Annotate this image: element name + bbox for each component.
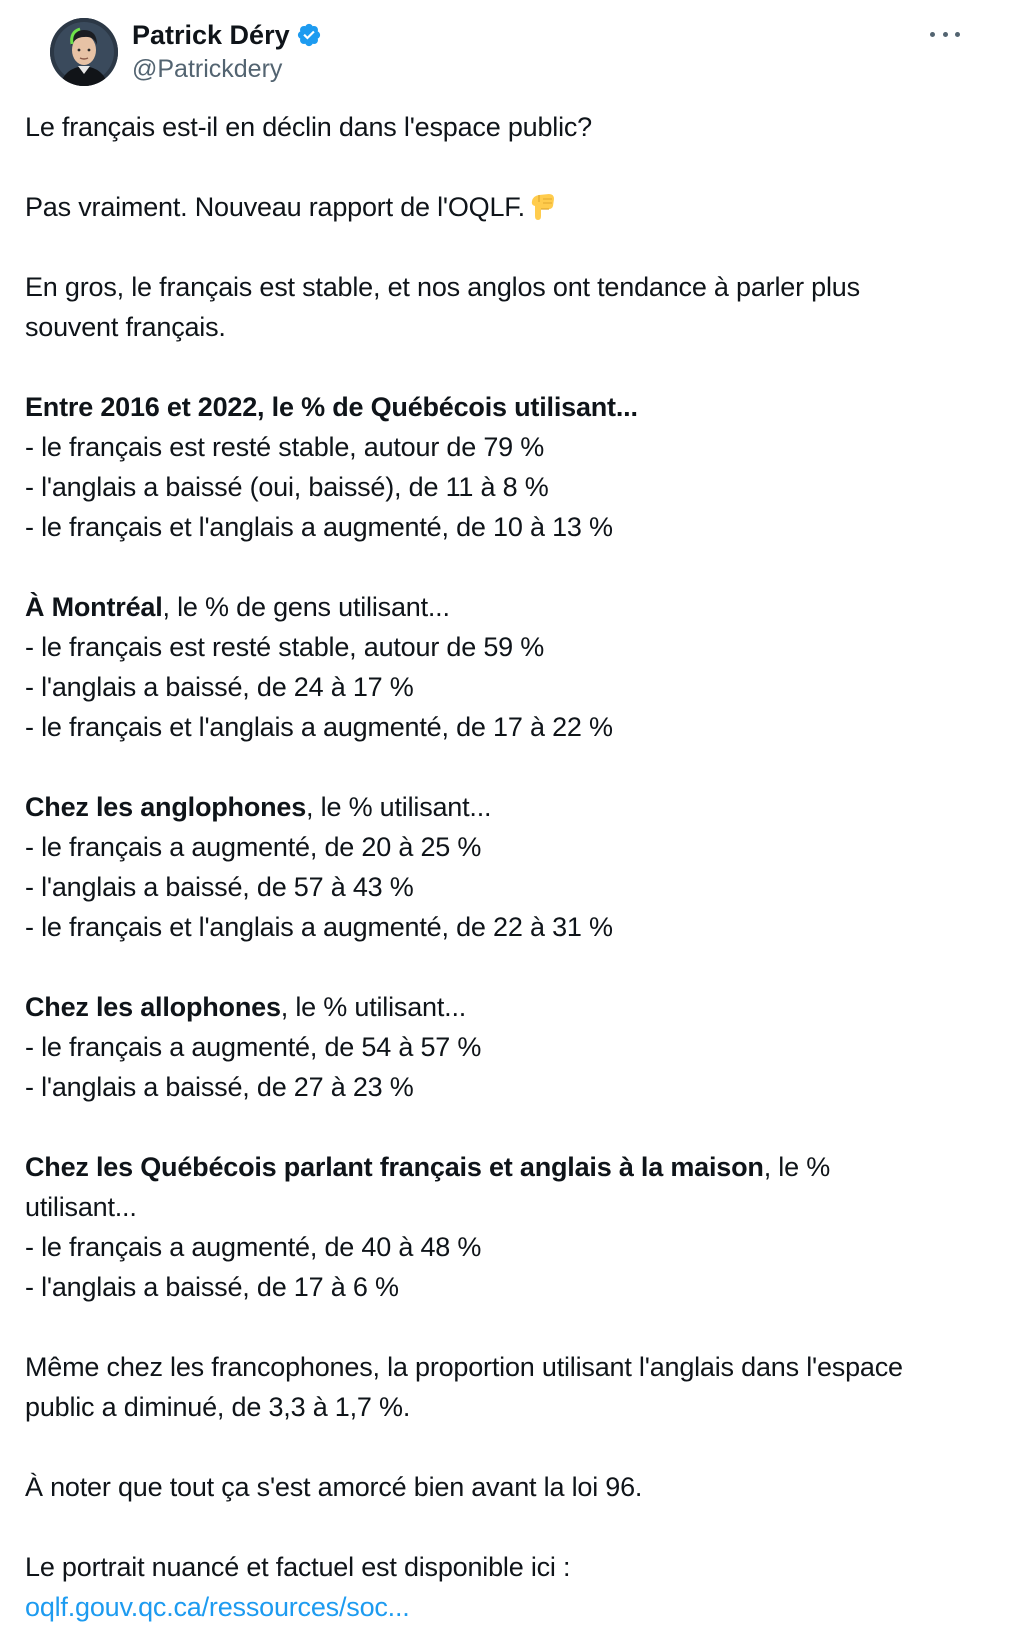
list-item: - l'anglais a baissé, de 17 à 6 % <box>25 1272 399 1302</box>
verified-badge-icon[interactable] <box>296 22 322 48</box>
section-heading-bold: Chez les Québécois parlant français et anglais à la maison <box>25 1152 764 1182</box>
tweet-line: public a diminué, de 3,3 à 1,7 %. <box>25 1392 411 1422</box>
section-heading-rest: , le % <box>763 1152 831 1182</box>
section-heading-continued: utilisant... <box>25 1192 137 1222</box>
tweet-line-text: Pas vraiment. Nouveau rapport de l'OQLF. <box>25 192 525 222</box>
author-handle[interactable]: @Patrickdery <box>132 55 283 83</box>
tweet-text <box>25 107 990 1627</box>
list-item: - le français est resté stable, autour de 59 % <box>25 632 545 662</box>
list-item: - l'anglais a baissé, de 24 à 17 % <box>25 672 414 702</box>
section-heading: Entre 2016 et 2022, le % de Québécois utilisant... <box>25 392 638 422</box>
tweet-line: En gros, le français est stable, et nos anglos ont tendance à parler plus <box>25 272 860 302</box>
list-item: - le français et l'anglais a augmenté, de 17 à 22 % <box>25 712 613 742</box>
section-heading <box>25 587 990 627</box>
author-names <box>132 18 322 86</box>
section-heading-rest: , le % utilisant... <box>306 792 492 822</box>
display-name[interactable]: Patrick Déry <box>132 20 290 50</box>
source-link[interactable]: oqlf.gouv.qc.ca/ressources/soc... <box>25 1592 410 1622</box>
list-item: - le français et l'anglais a augmenté, de 10 à 13 % <box>25 512 613 542</box>
display-name-row <box>132 18 322 52</box>
list-item: - l'anglais a baissé, de 27 à 23 % <box>25 1072 414 1102</box>
list-item: - le français a augmenté, de 54 à 57 % <box>25 1032 482 1062</box>
list-item: - l'anglais a baissé (oui, baissé), de 11 à 8 % <box>25 472 549 502</box>
more-options-icon[interactable] <box>930 22 960 46</box>
list-item: - le français a augmenté, de 20 à 25 % <box>25 832 482 862</box>
tweet-line: Le français est-il en déclin dans l'espace public? <box>25 112 592 142</box>
avatar-image <box>50 18 118 86</box>
section-heading <box>25 1147 990 1187</box>
tweet-line <box>25 1587 990 1627</box>
list-item: - l'anglais a baissé, de 57 à 43 % <box>25 872 414 902</box>
section-heading-bold: Chez les allophones <box>25 992 281 1022</box>
section-heading-bold: À Montréal <box>25 592 163 622</box>
section-heading-bold: Chez les anglophones <box>25 792 307 822</box>
tweet-line: souvent français. <box>25 312 226 342</box>
tweet-line: Même chez les francophones, la proportion utilisant l'anglais dans l'espace <box>25 1352 903 1382</box>
section-heading <box>25 787 990 827</box>
list-item: - le français a augmenté, de 40 à 48 % <box>25 1232 482 1262</box>
list-item: - le français et l'anglais a augmenté, de 22 à 31 % <box>25 912 613 942</box>
tweet-line: Le portrait nuancé et factuel est disponible ici : <box>25 1552 571 1582</box>
tweet-header <box>25 0 985 100</box>
avatar[interactable] <box>50 18 118 86</box>
backhand-index-pointing-down-icon <box>527 190 557 222</box>
tweet-line: À noter que tout ça s'est amorcé bien avant la loi 96. <box>25 1472 643 1502</box>
tweet-line <box>25 187 990 227</box>
section-heading <box>25 987 990 1027</box>
list-item: - le français est resté stable, autour de 79 % <box>25 432 545 462</box>
section-heading-rest: , le % utilisant... <box>280 992 467 1022</box>
section-heading-rest: , le % de gens utilisant... <box>162 592 450 622</box>
